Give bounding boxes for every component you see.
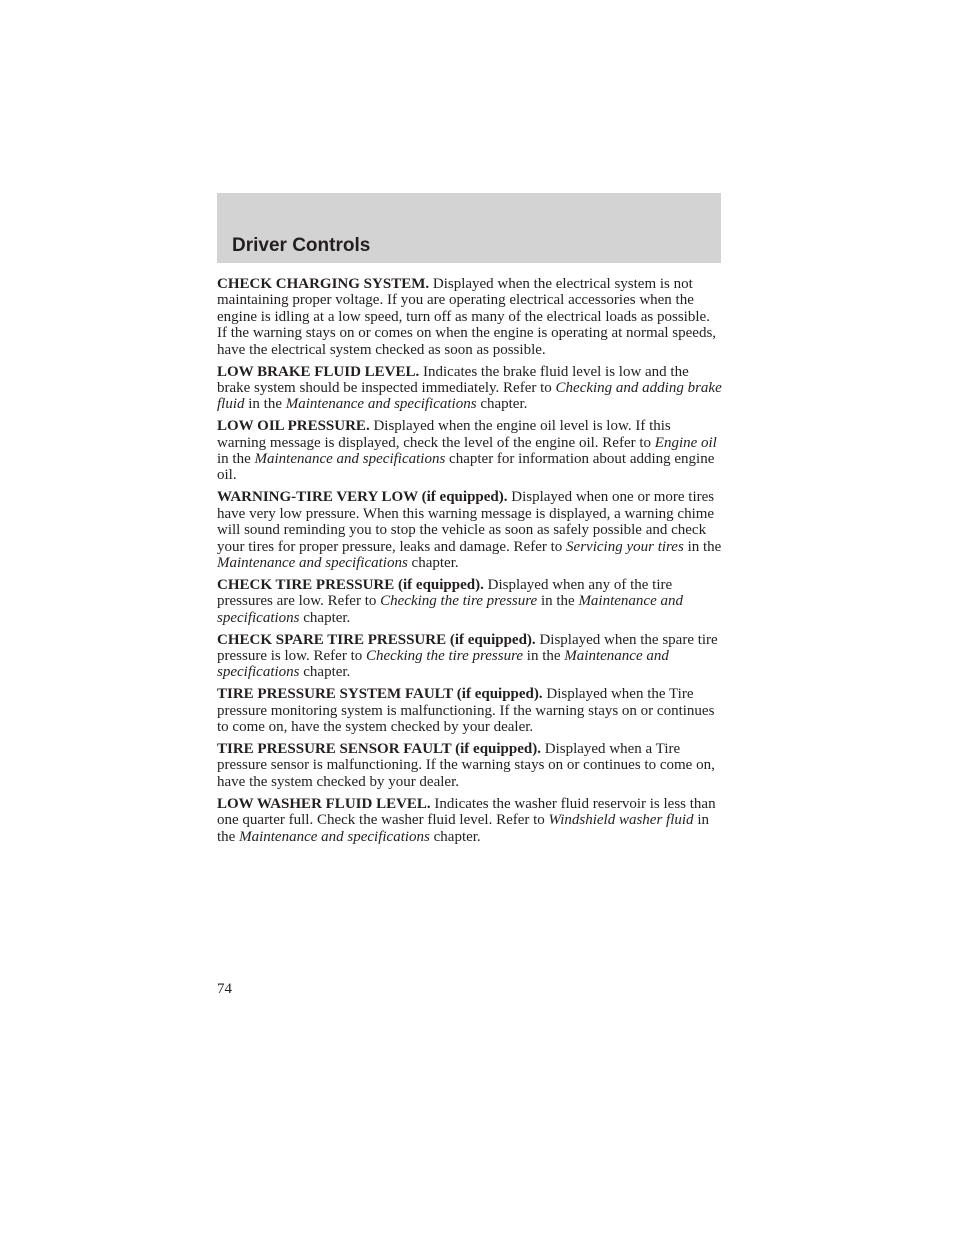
description-text: Displayed when the engine oil level is low. If this warning message is displayed, check the level of the engine oil. Refer to — [217, 418, 671, 451]
warning-message-entry — [217, 276, 723, 358]
warning-message-term: CHECK CHARGING SYSTEM. — [217, 276, 430, 292]
cross-reference-text: Maintenance and specifications — [254, 451, 446, 468]
warning-message-term: TIRE PRESSURE SYSTEM FAULT (if equipped). — [217, 686, 543, 703]
description-text: in the — [537, 593, 579, 610]
description-text: in the — [523, 648, 565, 665]
warning-message-entry — [217, 796, 723, 845]
description-text: chapter. — [476, 396, 528, 413]
warning-message-entry — [217, 364, 723, 413]
cross-reference-text: Maintenance and specifications — [217, 648, 669, 681]
description-text: chapter. — [407, 555, 459, 571]
description-text: in the — [217, 812, 709, 845]
description-text: Indicates the brake fluid level is low and the brake system should be inspected immediately. Refer to — [217, 363, 689, 396]
description-text: in the — [217, 451, 255, 468]
cross-reference-text: Maintenance and specifications — [285, 396, 477, 413]
cross-reference-text: Maintenance and specifications — [239, 828, 430, 845]
cross-reference-text: Checking the tire pressure — [380, 593, 538, 610]
warning-message-entry — [217, 489, 723, 571]
warning-message-term: CHECK SPARE TIRE PRESSURE (if equipped). — [217, 631, 536, 648]
cross-reference-text: Servicing your tires — [566, 538, 684, 555]
warning-message-entry — [217, 418, 723, 484]
cross-reference-text: Maintenance and specifications — [217, 593, 683, 626]
warning-message-term: TIRE PRESSURE SENSOR FAULT (if equipped). — [217, 741, 541, 758]
description-text: in the — [683, 538, 722, 555]
description-text: Displayed when the spare tire pressure is low. Refer to — [217, 631, 718, 665]
cross-reference-text: Checking and adding brake fluid — [217, 379, 722, 413]
description-text: Displayed when any of the tire pressures are low. Refer to — [217, 576, 673, 610]
cross-reference-text: Engine oil — [654, 434, 717, 451]
description-text: chapter. — [299, 664, 351, 681]
description-text: Displayed when one or more tires have very low pressure. When this warning message is displayed, a warning chime will sound reminding you to stop the vehicle as soon as safely possible and check your tires for proper pressure, leaks and damage. Refer to — [217, 489, 715, 555]
cross-reference-text: Maintenance and specifications — [217, 555, 408, 571]
section-title: Driver Controls — [232, 235, 371, 256]
cross-reference-text: Windshield washer fluid — [548, 812, 694, 829]
warning-message-term: LOW OIL PRESSURE. — [217, 418, 370, 435]
description-text: Displayed when the Tire pressure monitoring system is malfunctioning. If the warning stays on or continues to come on, have the system checked by your dealer. — [217, 686, 715, 736]
warning-message-entry — [217, 632, 723, 681]
description-text: Displayed when the electrical system is not maintaining proper voltage. If you are operating electrical accessories when the engine is idling at a low speed, turn off as many of the electrical loads as possible. If the warning stays on or comes on when the engine is operating at normal speeds, have the electrical system checked as soon as possible. — [217, 276, 717, 358]
warning-message-entry — [217, 577, 723, 626]
warning-message-term: CHECK TIRE PRESSURE (if equipped). — [217, 576, 484, 593]
warning-message-term: WARNING-TIRE VERY LOW (if equipped). — [217, 489, 508, 506]
warning-message-entry — [217, 741, 723, 790]
page-number: 74 — [217, 981, 232, 997]
warning-message-entry — [217, 686, 723, 735]
section-header-band — [217, 193, 721, 263]
description-text: chapter. — [429, 828, 481, 845]
cross-reference-text: Checking the tire pressure — [366, 648, 524, 665]
description-text: in the — [244, 396, 286, 413]
description-text: Displayed when a Tire pressure sensor is malfunctioning. If the warning stays on or continues to come on, have the system checked by your dealer. — [217, 741, 715, 790]
description-text: Indicates the washer fluid reservoir is less than one quarter full. Check the washer fluid level. Refer to — [217, 795, 716, 829]
warning-message-term: LOW WASHER FLUID LEVEL. — [217, 795, 431, 812]
description-text: chapter for information about adding engine oil. — [217, 451, 715, 484]
description-text: chapter. — [299, 609, 351, 626]
warning-messages-list — [217, 276, 723, 851]
warning-message-term: LOW BRAKE FLUID LEVEL. — [217, 363, 420, 380]
